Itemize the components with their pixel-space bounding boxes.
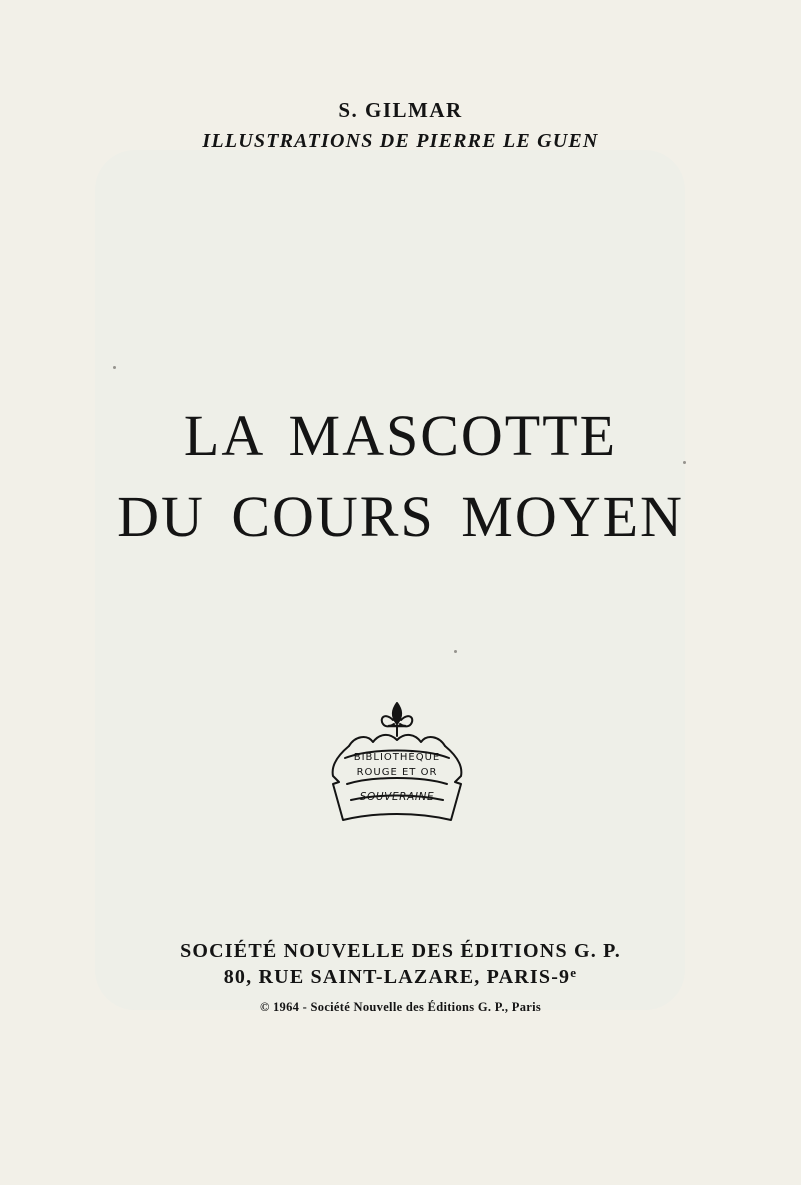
logo-text-souveraine: SOUVERAINE: [359, 791, 435, 803]
book-title-line-2: DU COURS MOYEN: [117, 484, 684, 549]
publisher-address: [0, 965, 801, 989]
logo-text-bibliotheque: BIBLIOTHÈQUE: [353, 752, 441, 763]
illustrator-credit: ILLUSTRATIONS DE PIERRE LE GUEN: [202, 130, 599, 152]
paper-speck: [113, 366, 116, 369]
publisher-logo: [321, 700, 473, 830]
crown-fleur-de-lis-icon: [321, 700, 473, 830]
logo-text-rouge-et-or: ROUGE ET OR: [356, 767, 438, 778]
publisher-address-main: 80, RUE SAINT-LAZARE, PARIS-9: [223, 966, 571, 988]
publisher-address-superscript: e: [570, 965, 578, 980]
book-title-line-1: LA MASCOTTE: [183, 403, 618, 468]
publisher-name: SOCIÉTÉ NOUVELLE DES ÉDITIONS G. P.: [180, 940, 621, 962]
paper-tint: [95, 150, 685, 1010]
author-name: S. GILMAR: [338, 98, 463, 122]
paper-speck: [683, 461, 686, 464]
paper-speck: [454, 650, 457, 653]
copyright-notice: © 1964 - Société Nouvelle des Éditions G. P., Paris: [259, 1000, 542, 1014]
